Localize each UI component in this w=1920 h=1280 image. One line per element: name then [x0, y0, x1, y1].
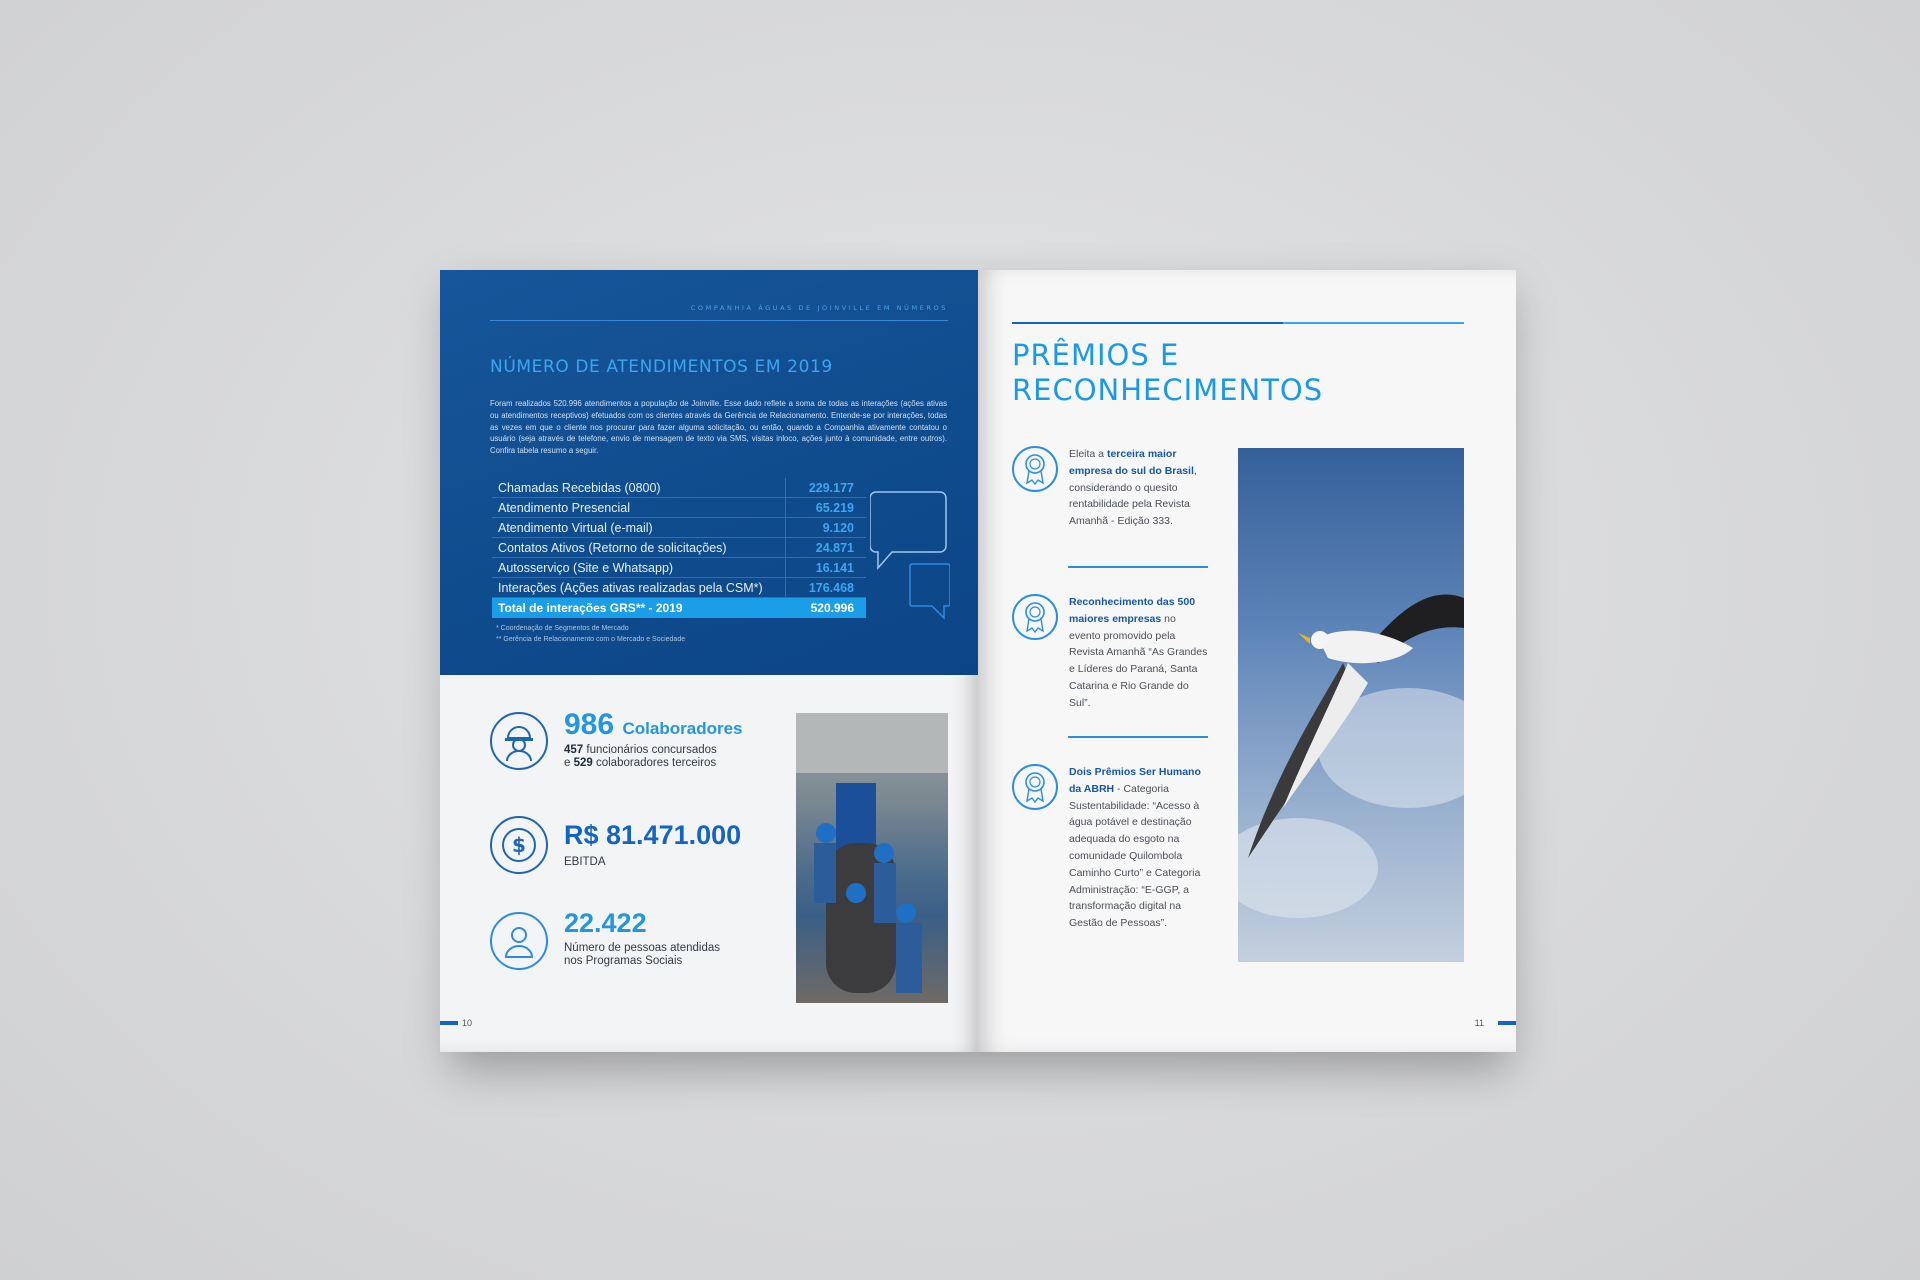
total-value: 520.996 [786, 598, 867, 619]
section-title: NÚMERO DE ATENDIMENTOS EM 2019 [490, 357, 833, 377]
award-ribbon-icon [1012, 764, 1058, 810]
page-number-right [1475, 1018, 1516, 1028]
collaborators-number: 986 [564, 708, 615, 741]
page-number-text: 11 [1474, 1018, 1484, 1028]
blue-panel [440, 270, 978, 675]
right-page [978, 270, 1516, 1052]
row-label: Interações (Ações ativas realizadas pela CSM*) [492, 578, 786, 598]
total-label: Total de interações GRS** - 2019 [492, 598, 786, 619]
table-total-row [492, 598, 866, 619]
ebitda-value: R$ 81.471.000 [564, 820, 742, 850]
seagull-photo [1238, 448, 1464, 962]
award-divider [1068, 736, 1208, 738]
row-value: 176.468 [786, 578, 867, 598]
page-number-left [440, 1018, 472, 1028]
svg-text:$: $ [512, 833, 526, 857]
row-label: Atendimento Virtual (e-mail) [492, 518, 786, 538]
row-label: Chamadas Recebidas (0800) [492, 478, 786, 498]
people-label: Número de pessoas atendidas nos Programas Sociais [564, 942, 720, 967]
row-value: 65.219 [786, 498, 867, 518]
page-number-bar [1498, 1021, 1516, 1025]
ebitda-label: EBITDA [564, 856, 606, 868]
left-page [440, 270, 978, 1052]
table-row [492, 478, 866, 498]
award-item [1012, 594, 1212, 714]
table-row [492, 518, 866, 538]
page-number-bar [440, 1021, 458, 1025]
award-text: Eleita a terceira maior empresa do sul do Brasil, considerando o quesito rentabilidade pela Revista Amanhã - Edição 333. [1069, 448, 1197, 528]
awards-title: PRÊMIOS E RECONHECIMENTOS [1012, 338, 1324, 407]
page-number-text: 10 [462, 1018, 473, 1028]
table-row [492, 558, 866, 578]
table-row [492, 578, 866, 598]
footnote-2: ** Gerência de Relacionamento com o Mercado e Sociedade [496, 636, 686, 643]
award-text: Dois Prêmios Ser Humano da ABRH - Categoria Sustentabilidade: “Acesso à água potável e destinação adequada do esgoto na comunidade Quilombola Caminho Curto” e Categoria Administração: “E-GGP, a transformação digital na Gestão de Pessoas”. [1069, 766, 1201, 930]
dollar-icon [490, 816, 548, 874]
workers-photo [796, 713, 948, 1003]
intro-paragraph: Foram realizados 520.996 atendimentos a população de Joinville. Esse dado reflete a soma de todas as interações (ações ativas ou atendimentos receptivos) efetuados com os clientes através da Gerência de Relacionamento. Entende-se por interações, todas as vezes em que o cliente nos procurar para fazer alguma solicitação, ou então, quando a Companhia ativamente contatou o usuário (seja através de telefone, envio de mensagem de texto via SMS, visitas inloco, ações junto à comunidade, entre outros). Confira tabela resumo a seguir. [490, 399, 947, 456]
award-item [1012, 764, 1212, 984]
row-label: Atendimento Presencial [492, 498, 786, 518]
speech-bubbles-icon [870, 490, 950, 620]
collaborators-detail: 457 funcionários concursados e 529 colaboradores terceiros [564, 744, 717, 769]
footnote-1: * Coordenação de Segmentos de Mercado [496, 625, 629, 632]
row-label: Autosserviço (Site e Whatsapp) [492, 558, 786, 578]
collaborators-word: Colaboradores [622, 719, 743, 738]
attendance-table [492, 478, 866, 618]
footnotes [496, 623, 685, 645]
person-icon [490, 912, 548, 970]
header-rule [490, 320, 948, 321]
collaborators-value [564, 708, 743, 742]
running-head: COMPANHIA ÁGUAS DE JOINVILLE EM NÚMEROS [690, 304, 948, 312]
row-label: Contatos Ativos (Retorno de solicitações) [492, 538, 786, 558]
row-value: 16.141 [786, 558, 867, 578]
people-number: 22.422 [564, 908, 647, 938]
header-rule [1012, 322, 1464, 324]
award-divider [1068, 566, 1208, 568]
hard-hat-worker-icon [490, 712, 548, 770]
award-ribbon-icon [1012, 594, 1058, 640]
table-row [492, 498, 866, 518]
award-ribbon-icon [1012, 446, 1058, 492]
row-value: 24.871 [786, 538, 867, 558]
table-row [492, 538, 866, 558]
award-text: Reconhecimento das 500 maiores empresas no evento promovido pela Revista Amanhã “As Grandes e Líderes do Paraná, Santa Catarina e Rio Grande do Sul”. [1069, 596, 1208, 709]
award-item [1012, 446, 1212, 566]
row-value: 229.177 [786, 478, 867, 498]
row-value: 9.120 [786, 518, 867, 538]
